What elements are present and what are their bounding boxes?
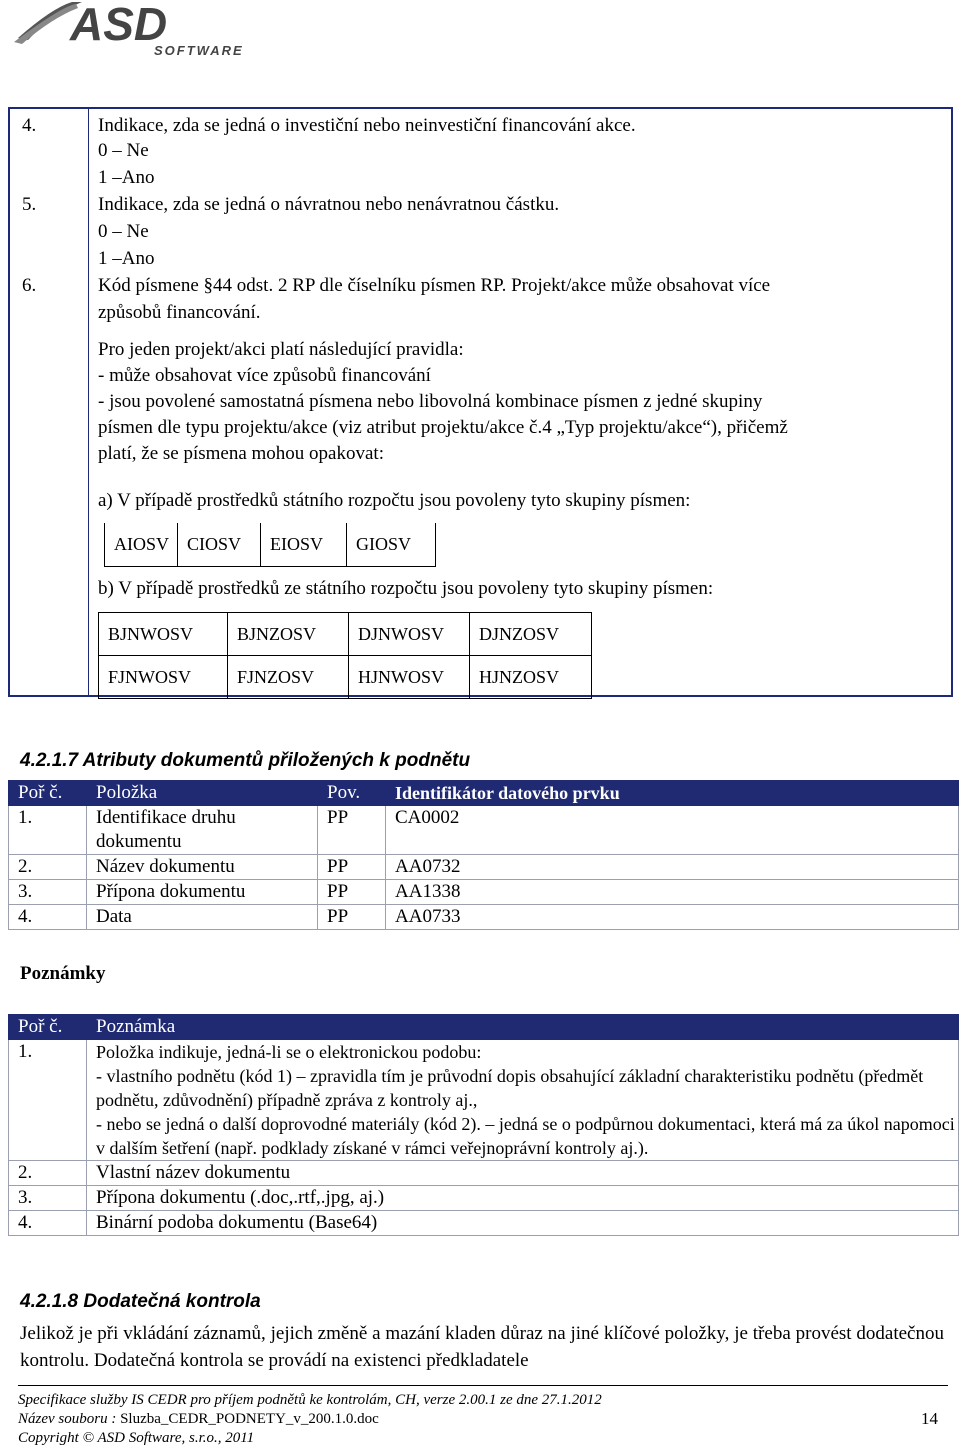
cell: 4. [9,905,87,930]
cell: PP [318,905,386,930]
letter-group-cell: DJNZOSV [469,612,592,656]
item-number: 6. [22,275,37,296]
item-text: Kód písmene §44 odst. 2 RP dle číselníku písmen RP. Projekt/akce může obsahovat více [98,275,771,296]
letter-group-cell: BJNWOSV [98,612,228,656]
rules-line: - může obsahovat více způsobů financování [98,365,431,386]
column-header: Položka [87,781,318,806]
cell: 1. [9,806,87,855]
item-option: 1 –Ano [98,248,155,269]
table-row [9,806,959,855]
note-line: - vlastního podnětu (kód 1) – zpravidla tím je průvodní dopis obsahující základní charakteristiku podnětu (předmět podnětu, zdůvodnění) případně zpráva z kontroly aj., [96,1066,924,1110]
rules-line: - jsou povolené samostatná písmena nebo libovolná kombinace písmen z jedné skupiny [98,391,763,412]
notes-table [8,1014,959,1236]
table-row [9,1211,959,1236]
cell: PP [318,880,386,905]
item-number: 5. [22,194,37,215]
cell: PP [318,806,386,855]
item-option: 0 – Ne [98,140,149,161]
letter-group-cell: FJNZOSV [227,655,349,699]
cell: 4. [9,1211,87,1236]
footer-filename-label: Název souboru : [18,1411,121,1427]
section-paragraph: Jelikož je při vkládání záznamů, jejich změně a mazání kladen důraz na jiné klíčové položky, je třeba provést dodatečnou kontrolu. Dodatečná kontrola se provádí na existenci předkladatele [20,1323,944,1371]
cell: Název dokumentu [87,855,318,880]
notes-heading: Poznámky [20,963,106,984]
note-line: Položka indikuje, jedná-li se o elektronickou podobu: [96,1042,482,1062]
document-attributes-table [8,780,959,930]
column-header: Poznámka [87,1015,959,1040]
cell: 3. [9,1186,87,1211]
cell: Vlastní název dokumentu [87,1161,959,1186]
letter-group-cell: EIOSV [260,523,347,567]
logo-wordmark: ASD [70,0,168,50]
letter-group-cell: FJNWOSV [98,655,228,699]
section-heading: 4.2.1.7 Atributy dokumentů přiložených k podnětu [20,750,471,771]
table-row [9,905,959,930]
item-number: 4. [22,115,37,136]
cell: Binární podoba dokumentu (Base64) [87,1211,959,1236]
table-header-row [9,781,959,806]
rules-line: Pro jeden projekt/akci platí následující pravidla: [98,339,464,360]
cell: AA1338 [386,880,959,905]
table-row [9,1186,959,1211]
section-heading: 4.2.1.8 Dodatečná kontrola [20,1291,261,1312]
letter-group-cell: BJNZOSV [227,612,349,656]
table-header-row [9,1015,959,1040]
footer-rule [18,1385,948,1386]
case-a-text: a) V případě prostředků státního rozpočtu jsou povoleny tyto skupiny písmen: [98,490,691,511]
item-text: Indikace, zda se jedná o investiční nebo neinvestiční financování akce. [98,115,636,136]
item-option: 1 –Ano [98,167,155,188]
note-line: - nebo se jedná o další doprovodné materiály (kód 2). – jedná se o podpůrnou dokumentaci, která má za úkol napomoci v dalším šetření (např. podklady získané v rámci veřejnoprávní kontroly aj.). [96,1114,955,1158]
rules-line: písmen dle typu projektu/akce (viz atribut projektu/akce č.4 „Typ projektu/akce“), přičemž [98,417,788,438]
rules-line: platí, že se písmena mohou opakovat: [98,443,384,464]
asd-software-logo [12,0,292,58]
cell: 1. [9,1040,87,1161]
page-footer [18,1385,958,1448]
letter-group-cell: CIOSV [177,523,261,567]
cell [87,1040,959,1161]
item-option: 0 – Ne [98,221,149,242]
footer-filename-value: Sluzba_CEDR_PODNETY_v_200.1.0.doc [120,1411,379,1427]
cell: Přípona dokumentu (.doc,.rtf,.jpg, aj.) [87,1186,959,1211]
cell: Data [87,905,318,930]
table-row [9,855,959,880]
footer-copyright: Copyright © ASD Software, s.r.o., 2011 [18,1430,255,1446]
footer-filename-line [18,1410,958,1429]
letter-group-cell: GIOSV [346,523,436,567]
column-header: Poř č. [9,781,87,806]
page-number: 14 [921,1409,938,1428]
item-text: Indikace, zda se jedná o návratnou nebo nenávratnou částku. [98,194,560,215]
letter-group-cell: AIOSV [104,523,178,567]
case-b-text: b) V případě prostředků ze státního rozpočtu jsou povoleny tyto skupiny písmen: [98,578,714,599]
letter-group-cell: DJNWOSV [348,612,470,656]
cell: 2. [9,1161,87,1186]
cell: Přípona dokumentu [87,880,318,905]
footer-spec-line: Specifikace služby IS CEDR pro příjem podnětů ke kontrolám, CH, verze 2.00.1 ze dne 27.1.2012 [18,1392,602,1408]
letter-group-cell: HJNWOSV [348,655,470,699]
financing-rules-table [8,107,953,697]
cell: 3. [9,880,87,905]
column-header: Pov. [318,781,386,806]
table-row [9,1161,959,1186]
cell: AA0733 [386,905,959,930]
cell: Identifikace druhu dokumentu [87,806,318,855]
cell: PP [318,855,386,880]
column-divider [88,109,89,695]
column-header: Poř č. [9,1015,87,1040]
table-row [9,1040,959,1161]
cell: 2. [9,855,87,880]
item-text: způsobů financování. [98,302,261,323]
table-row [9,880,959,905]
cell: CA0002 [386,806,959,855]
column-header: Identifikátor datového prvku [386,781,959,806]
cell: AA0732 [386,855,959,880]
letter-group-cell: HJNZOSV [469,655,592,699]
logo-subtext: SOFTWARE [154,43,244,58]
